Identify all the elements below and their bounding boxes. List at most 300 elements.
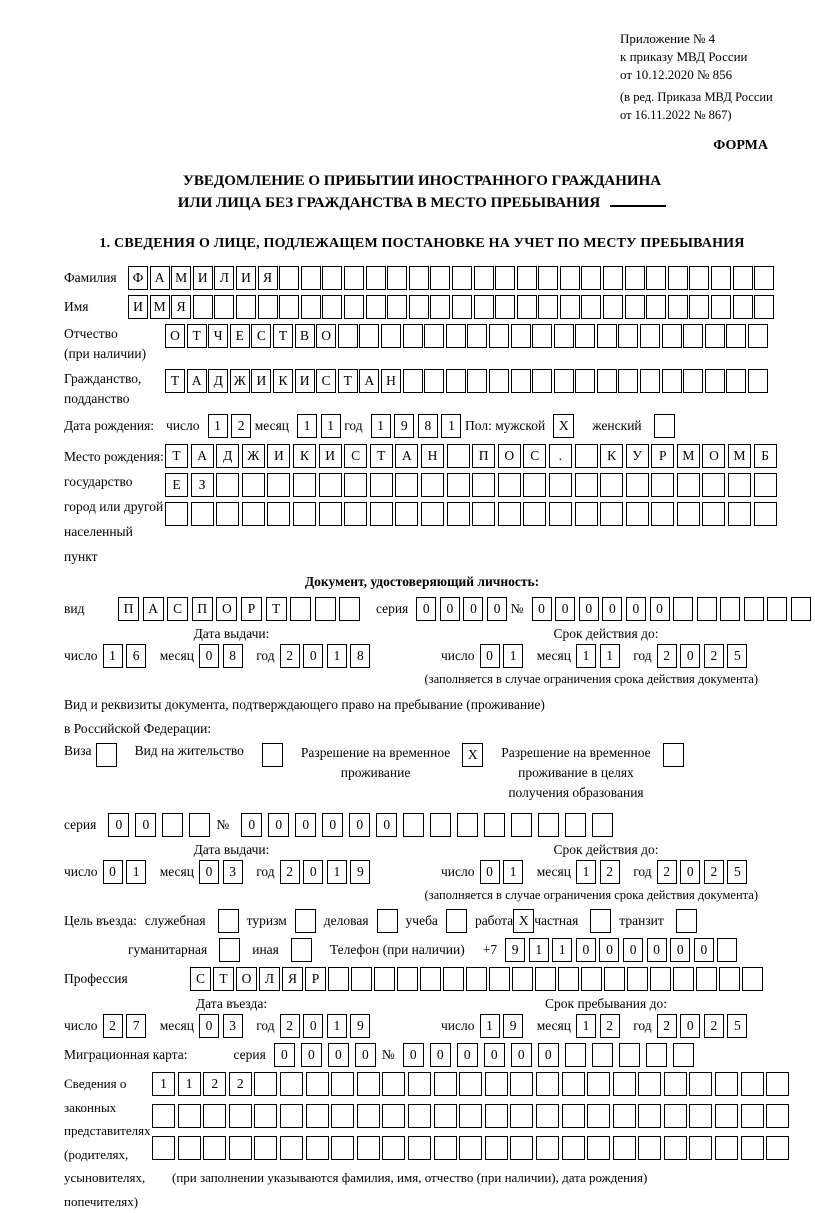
birthplace-field-row3[interactable] (165, 502, 779, 526)
char-cell[interactable]: 0 (480, 860, 500, 884)
char-cell[interactable] (467, 369, 487, 393)
char-cell[interactable]: А (359, 369, 379, 393)
char-cell[interactable]: Р (305, 967, 326, 991)
char-cell[interactable]: 0 (199, 1014, 219, 1038)
char-cell[interactable] (640, 324, 660, 348)
char-cell[interactable] (726, 369, 746, 393)
char-cell[interactable]: И (267, 444, 290, 468)
char-cell[interactable] (581, 295, 601, 319)
phone-field[interactable] (505, 938, 741, 962)
char-cell[interactable] (646, 266, 666, 290)
char-cell[interactable]: 1 (480, 1014, 500, 1038)
char-cell[interactable] (485, 1136, 508, 1160)
citizenship-field[interactable] (165, 369, 770, 393)
char-cell[interactable] (651, 473, 674, 497)
char-cell[interactable] (409, 295, 429, 319)
char-cell[interactable] (381, 324, 401, 348)
doc-number-field[interactable] (532, 597, 815, 621)
entry-day[interactable] (103, 1014, 150, 1038)
char-cell[interactable] (702, 473, 725, 497)
char-cell[interactable] (689, 266, 709, 290)
char-cell[interactable]: С (344, 444, 367, 468)
char-cell[interactable]: Ж (230, 369, 250, 393)
char-cell[interactable] (267, 502, 290, 526)
char-cell[interactable] (214, 295, 234, 319)
char-cell[interactable]: 0 (303, 860, 323, 884)
char-cell[interactable]: 2 (280, 1014, 300, 1038)
char-cell[interactable]: Е (165, 473, 188, 497)
char-cell[interactable]: 2 (229, 1072, 252, 1096)
char-cell[interactable] (517, 266, 537, 290)
char-cell[interactable] (683, 324, 703, 348)
char-cell[interactable]: 2 (704, 644, 724, 668)
char-cell[interactable] (434, 1104, 457, 1128)
doc-issue-month[interactable] (199, 644, 246, 668)
char-cell[interactable]: 0 (274, 1043, 295, 1067)
char-cell[interactable] (280, 1104, 303, 1128)
representatives-field-row2[interactable] (152, 1104, 792, 1128)
char-cell[interactable]: 0 (199, 644, 219, 668)
char-cell[interactable] (536, 1136, 559, 1160)
char-cell[interactable]: И (193, 266, 213, 290)
char-cell[interactable] (715, 1072, 738, 1096)
char-cell[interactable] (535, 967, 556, 991)
char-cell[interactable] (613, 1072, 636, 1096)
char-cell[interactable] (374, 967, 395, 991)
char-cell[interactable] (720, 597, 740, 621)
char-cell[interactable] (626, 502, 649, 526)
doc-type-field[interactable] (118, 597, 364, 621)
char-cell[interactable]: И (295, 369, 315, 393)
char-cell[interactable] (664, 1072, 687, 1096)
char-cell[interactable]: Я (282, 967, 303, 991)
char-cell[interactable] (498, 502, 521, 526)
surname-field[interactable] (128, 266, 776, 290)
char-cell[interactable]: 0 (268, 813, 289, 837)
char-cell[interactable] (293, 473, 316, 497)
char-cell[interactable] (424, 324, 444, 348)
char-cell[interactable] (191, 502, 214, 526)
char-cell[interactable]: М (150, 295, 170, 319)
char-cell[interactable] (446, 909, 467, 933)
char-cell[interactable] (344, 473, 367, 497)
char-cell[interactable]: 2 (280, 860, 300, 884)
char-cell[interactable] (344, 295, 364, 319)
char-cell[interactable] (306, 1072, 329, 1096)
doc-issue-day[interactable] (103, 644, 150, 668)
char-cell[interactable]: Т (165, 369, 185, 393)
char-cell[interactable] (359, 324, 379, 348)
representatives-field-row1[interactable] (152, 1072, 792, 1096)
char-cell[interactable]: 1 (529, 938, 549, 962)
char-cell[interactable] (301, 266, 321, 290)
purpose-work-checkbox[interactable] (513, 909, 534, 933)
purpose-private-checkbox[interactable] (590, 909, 611, 933)
char-cell[interactable]: 0 (355, 1043, 376, 1067)
char-cell[interactable]: А (143, 597, 164, 621)
char-cell[interactable]: 2 (704, 860, 724, 884)
purpose-humanitarian-checkbox[interactable] (219, 938, 240, 962)
char-cell[interactable]: 0 (199, 860, 219, 884)
res-issue-month[interactable] (199, 860, 246, 884)
char-cell[interactable] (242, 502, 265, 526)
representatives-field-row3[interactable] (152, 1136, 792, 1160)
char-cell[interactable] (178, 1104, 201, 1128)
char-cell[interactable]: 1 (503, 860, 523, 884)
char-cell[interactable] (96, 743, 117, 767)
char-cell[interactable]: В (295, 324, 315, 348)
char-cell[interactable]: 0 (376, 813, 397, 837)
char-cell[interactable] (748, 369, 768, 393)
char-cell[interactable]: Ф (128, 266, 148, 290)
char-cell[interactable] (290, 597, 311, 621)
char-cell[interactable]: 1 (576, 1014, 596, 1038)
char-cell[interactable] (472, 502, 495, 526)
char-cell[interactable]: П (192, 597, 213, 621)
char-cell[interactable]: 1 (503, 644, 523, 668)
char-cell[interactable] (315, 597, 336, 621)
char-cell[interactable]: 1 (178, 1072, 201, 1096)
char-cell[interactable] (254, 1136, 277, 1160)
char-cell[interactable]: Л (259, 967, 280, 991)
char-cell[interactable] (162, 813, 183, 837)
char-cell[interactable] (575, 324, 595, 348)
char-cell[interactable] (291, 938, 312, 962)
char-cell[interactable] (319, 502, 342, 526)
char-cell[interactable] (178, 1136, 201, 1160)
char-cell[interactable]: 0 (579, 597, 599, 621)
char-cell[interactable]: 1 (552, 938, 572, 962)
char-cell[interactable]: С (316, 369, 336, 393)
entry-year[interactable] (280, 1014, 374, 1038)
char-cell[interactable] (408, 1136, 431, 1160)
char-cell[interactable]: 0 (403, 1043, 424, 1067)
char-cell[interactable]: 0 (576, 938, 596, 962)
char-cell[interactable] (625, 266, 645, 290)
doc-valid-day[interactable] (480, 644, 527, 668)
res-valid-day[interactable] (480, 860, 527, 884)
char-cell[interactable] (319, 473, 342, 497)
char-cell[interactable]: 2 (657, 644, 677, 668)
char-cell[interactable]: 6 (126, 644, 146, 668)
char-cell[interactable] (560, 295, 580, 319)
char-cell[interactable] (565, 813, 586, 837)
char-cell[interactable] (421, 502, 444, 526)
char-cell[interactable] (218, 909, 239, 933)
char-cell[interactable] (705, 369, 725, 393)
char-cell[interactable] (702, 502, 725, 526)
char-cell[interactable]: 0 (457, 1043, 478, 1067)
birth-day-field[interactable] (208, 414, 255, 438)
char-cell[interactable] (452, 295, 472, 319)
char-cell[interactable]: 0 (484, 1043, 505, 1067)
char-cell[interactable]: П (472, 444, 495, 468)
char-cell[interactable] (216, 502, 239, 526)
birth-month-field[interactable] (297, 414, 344, 438)
char-cell[interactable] (517, 295, 537, 319)
birthplace-field-row2[interactable] (165, 473, 779, 497)
char-cell[interactable] (152, 1104, 175, 1128)
char-cell[interactable]: 0 (440, 597, 460, 621)
char-cell[interactable] (280, 1136, 303, 1160)
char-cell[interactable]: Е (230, 324, 250, 348)
char-cell[interactable] (370, 473, 393, 497)
char-cell[interactable] (741, 1136, 764, 1160)
char-cell[interactable] (366, 295, 386, 319)
char-cell[interactable] (538, 266, 558, 290)
char-cell[interactable] (767, 597, 787, 621)
char-cell[interactable] (626, 473, 649, 497)
char-cell[interactable]: 0 (680, 1014, 700, 1038)
char-cell[interactable] (754, 266, 774, 290)
char-cell[interactable]: Л (214, 266, 234, 290)
char-cell[interactable]: С (190, 967, 211, 991)
char-cell[interactable] (575, 502, 598, 526)
purpose-transit-checkbox[interactable] (676, 909, 697, 933)
char-cell[interactable] (741, 1072, 764, 1096)
char-cell[interactable] (662, 324, 682, 348)
sex-male-checkbox[interactable] (553, 414, 574, 438)
char-cell[interactable]: Д (208, 369, 228, 393)
char-cell[interactable]: 2 (103, 1014, 123, 1038)
char-cell[interactable] (382, 1136, 405, 1160)
char-cell[interactable] (152, 1136, 175, 1160)
char-cell[interactable]: Б (754, 444, 777, 468)
char-cell[interactable]: 0 (103, 860, 123, 884)
char-cell[interactable] (189, 813, 210, 837)
doc-valid-month[interactable] (576, 644, 623, 668)
char-cell[interactable] (408, 1072, 431, 1096)
char-cell[interactable] (554, 369, 574, 393)
char-cell[interactable]: С (523, 444, 546, 468)
char-cell[interactable] (322, 295, 342, 319)
char-cell[interactable]: И (128, 295, 148, 319)
char-cell[interactable] (646, 295, 666, 319)
char-cell[interactable] (590, 909, 611, 933)
char-cell[interactable] (279, 266, 299, 290)
char-cell[interactable]: М (728, 444, 751, 468)
char-cell[interactable] (510, 1104, 533, 1128)
char-cell[interactable]: X (513, 909, 534, 933)
char-cell[interactable]: 0 (295, 813, 316, 837)
char-cell[interactable]: 0 (623, 938, 643, 962)
char-cell[interactable] (430, 295, 450, 319)
stay-year[interactable] (657, 1014, 751, 1038)
char-cell[interactable] (587, 1072, 610, 1096)
char-cell[interactable] (715, 1136, 738, 1160)
char-cell[interactable] (408, 1104, 431, 1128)
char-cell[interactable]: 1 (297, 414, 317, 438)
char-cell[interactable] (592, 1043, 613, 1067)
char-cell[interactable] (382, 1072, 405, 1096)
char-cell[interactable] (766, 1072, 789, 1096)
char-cell[interactable]: 5 (727, 860, 747, 884)
char-cell[interactable] (387, 295, 407, 319)
char-cell[interactable] (511, 369, 531, 393)
char-cell[interactable] (377, 909, 398, 933)
char-cell[interactable]: У (626, 444, 649, 468)
char-cell[interactable] (600, 473, 623, 497)
char-cell[interactable]: 1 (327, 1014, 347, 1038)
char-cell[interactable] (562, 1104, 585, 1128)
temp-residence-edu-checkbox[interactable] (663, 743, 684, 767)
char-cell[interactable]: 0 (650, 597, 670, 621)
entry-month[interactable] (199, 1014, 246, 1038)
char-cell[interactable]: 0 (626, 597, 646, 621)
char-cell[interactable]: Н (381, 369, 401, 393)
char-cell[interactable]: . (549, 444, 572, 468)
char-cell[interactable] (627, 967, 648, 991)
char-cell[interactable] (676, 909, 697, 933)
char-cell[interactable] (466, 967, 487, 991)
char-cell[interactable]: М (677, 444, 700, 468)
char-cell[interactable] (677, 502, 700, 526)
char-cell[interactable] (726, 324, 746, 348)
char-cell[interactable]: Т (266, 597, 287, 621)
char-cell[interactable] (711, 266, 731, 290)
char-cell[interactable] (474, 266, 494, 290)
char-cell[interactable]: 3 (223, 860, 243, 884)
char-cell[interactable] (357, 1136, 380, 1160)
char-cell[interactable] (203, 1136, 226, 1160)
char-cell[interactable]: 0 (647, 938, 667, 962)
char-cell[interactable] (575, 369, 595, 393)
char-cell[interactable]: 0 (602, 597, 622, 621)
char-cell[interactable] (434, 1072, 457, 1096)
char-cell[interactable] (339, 597, 360, 621)
char-cell[interactable] (613, 1136, 636, 1160)
char-cell[interactable] (306, 1136, 329, 1160)
char-cell[interactable] (216, 473, 239, 497)
char-cell[interactable] (733, 266, 753, 290)
char-cell[interactable]: 2 (600, 1014, 620, 1038)
char-cell[interactable] (495, 266, 515, 290)
char-cell[interactable] (549, 502, 572, 526)
char-cell[interactable]: Р (651, 444, 674, 468)
char-cell[interactable] (512, 967, 533, 991)
char-cell[interactable] (715, 1104, 738, 1128)
char-cell[interactable] (489, 324, 509, 348)
char-cell[interactable]: Т (165, 444, 188, 468)
purpose-official-checkbox[interactable] (218, 909, 239, 933)
char-cell[interactable] (646, 1043, 667, 1067)
char-cell[interactable]: И (236, 266, 256, 290)
char-cell[interactable]: 0 (349, 813, 370, 837)
char-cell[interactable]: О (702, 444, 725, 468)
char-cell[interactable]: И (251, 369, 271, 393)
char-cell[interactable] (395, 502, 418, 526)
char-cell[interactable]: Я (171, 295, 191, 319)
char-cell[interactable]: К (600, 444, 623, 468)
char-cell[interactable] (597, 324, 617, 348)
char-cell[interactable]: М (171, 266, 191, 290)
char-cell[interactable] (719, 967, 740, 991)
char-cell[interactable]: 0 (322, 813, 343, 837)
char-cell[interactable] (420, 967, 441, 991)
char-cell[interactable]: Т (273, 324, 293, 348)
res-series-field[interactable] (108, 813, 216, 837)
char-cell[interactable] (554, 324, 574, 348)
char-cell[interactable] (766, 1136, 789, 1160)
char-cell[interactable] (560, 266, 580, 290)
char-cell[interactable]: О (216, 597, 237, 621)
char-cell[interactable] (603, 295, 623, 319)
char-cell[interactable] (295, 909, 316, 933)
char-cell[interactable] (651, 502, 674, 526)
char-cell[interactable]: А (187, 369, 207, 393)
char-cell[interactable] (664, 1104, 687, 1128)
char-cell[interactable] (536, 1072, 559, 1096)
patronymic-field[interactable] (165, 324, 770, 348)
char-cell[interactable] (403, 369, 423, 393)
char-cell[interactable]: А (150, 266, 170, 290)
char-cell[interactable] (457, 813, 478, 837)
char-cell[interactable]: Т (213, 967, 234, 991)
char-cell[interactable] (203, 1104, 226, 1128)
char-cell[interactable] (459, 1104, 482, 1128)
char-cell[interactable]: 0 (135, 813, 156, 837)
char-cell[interactable]: 1 (321, 414, 341, 438)
char-cell[interactable] (766, 1104, 789, 1128)
char-cell[interactable] (558, 967, 579, 991)
char-cell[interactable]: К (273, 369, 293, 393)
char-cell[interactable] (791, 597, 811, 621)
char-cell[interactable] (689, 295, 709, 319)
char-cell[interactable] (705, 324, 725, 348)
char-cell[interactable]: 1 (126, 860, 146, 884)
char-cell[interactable] (592, 813, 613, 837)
char-cell[interactable] (498, 473, 521, 497)
char-cell[interactable] (357, 1072, 380, 1096)
doc-valid-year[interactable] (657, 644, 751, 668)
char-cell[interactable] (434, 1136, 457, 1160)
char-cell[interactable] (165, 502, 188, 526)
char-cell[interactable] (485, 1104, 508, 1128)
char-cell[interactable]: О (498, 444, 521, 468)
char-cell[interactable] (717, 938, 737, 962)
char-cell[interactable]: 3 (223, 1014, 243, 1038)
char-cell[interactable]: 9 (394, 414, 414, 438)
char-cell[interactable]: 9 (350, 860, 370, 884)
char-cell[interactable] (538, 295, 558, 319)
char-cell[interactable]: Т (187, 324, 207, 348)
char-cell[interactable]: 0 (694, 938, 714, 962)
char-cell[interactable]: 0 (538, 1043, 559, 1067)
char-cell[interactable]: Ж (242, 444, 265, 468)
char-cell[interactable] (748, 324, 768, 348)
char-cell[interactable] (262, 743, 283, 767)
char-cell[interactable] (254, 1104, 277, 1128)
char-cell[interactable] (267, 473, 290, 497)
char-cell[interactable] (689, 1072, 712, 1096)
char-cell[interactable]: А (191, 444, 214, 468)
char-cell[interactable] (638, 1136, 661, 1160)
char-cell[interactable] (741, 1104, 764, 1128)
purpose-tourism-checkbox[interactable] (295, 909, 316, 933)
char-cell[interactable]: 8 (418, 414, 438, 438)
char-cell[interactable] (489, 967, 510, 991)
char-cell[interactable] (744, 597, 764, 621)
doc-issue-year[interactable] (280, 644, 374, 668)
char-cell[interactable] (403, 813, 424, 837)
char-cell[interactable]: Я (258, 266, 278, 290)
char-cell[interactable] (618, 369, 638, 393)
char-cell[interactable] (446, 324, 466, 348)
char-cell[interactable]: 9 (350, 1014, 370, 1038)
char-cell[interactable] (459, 1136, 482, 1160)
char-cell[interactable]: 0 (303, 1014, 323, 1038)
char-cell[interactable] (689, 1136, 712, 1160)
